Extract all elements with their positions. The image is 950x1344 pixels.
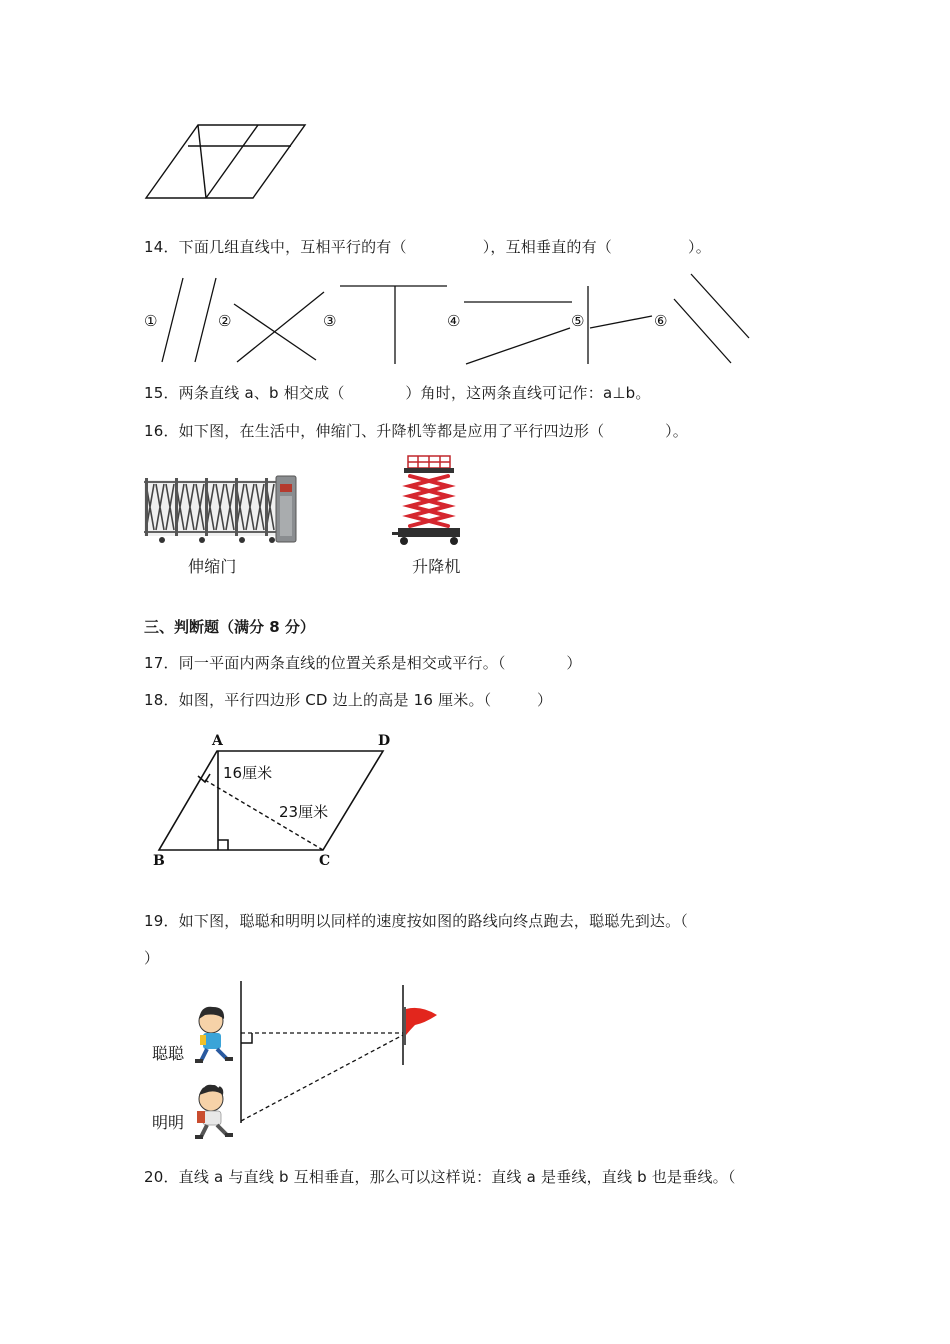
diagonal-label: 23厘米 (279, 803, 329, 821)
boy-cong-icon (195, 1007, 233, 1063)
label-3: ③ (323, 312, 337, 330)
group4-slanted (466, 328, 570, 364)
question-17: 17．同一平面内两条直线的位置关系是相交或平行。（ ） (144, 654, 582, 672)
caption-lift: 升降机 (412, 557, 461, 576)
parallelogram-abcd-figure (145, 728, 400, 873)
group1-line-a (162, 278, 183, 362)
name-ming: 明明 (152, 1113, 185, 1132)
question-14: 14．下面几组直线中，互相平行的有（ ），互相垂直的有（ ）。 (144, 238, 711, 256)
question-19-line2: ） (144, 949, 160, 967)
section-3-title: 三、判断题（满分 8 分） (144, 618, 315, 636)
boy-ming-icon (195, 1083, 233, 1139)
label-4: ④ (447, 312, 461, 330)
label-2: ② (218, 312, 232, 330)
question-15: 15．两条直线 a、b 相交成（ ）角时，这两条直线可记作：a⊥b。 (144, 384, 651, 402)
right-angle-bottom (218, 840, 228, 850)
label-1: ① (144, 312, 158, 330)
inner-vertical-line (198, 125, 206, 198)
retractable-gate-image (142, 474, 300, 549)
running-route-figure (145, 975, 445, 1155)
parallelogram-figure-top (140, 120, 315, 205)
group1-line-b (195, 278, 216, 362)
point-a: A (212, 733, 223, 749)
group2-line-b (237, 292, 324, 362)
point-b: B (153, 853, 165, 869)
route-ming (241, 1035, 403, 1121)
label-5: ⑤ (571, 312, 585, 330)
name-cong: 聪聪 (152, 1044, 185, 1063)
question-19-line1: 19．如下图，聪聪和明明以同样的速度按如图的路线向终点跑去，聪聪先到达。（ (144, 912, 688, 930)
point-d: D (378, 733, 391, 749)
caption-gate: 伸缩门 (188, 557, 237, 576)
group5-slanted (590, 316, 652, 328)
right-angle-mark (241, 1033, 252, 1043)
point-c: C (319, 853, 331, 869)
height-label: 16厘米 (223, 764, 273, 782)
label-6: ⑥ (654, 312, 668, 330)
line-groups-figure (140, 268, 755, 370)
inner-slant-line (206, 125, 258, 198)
question-16: 16．如下图，在生活中，伸缩门、升降机等都是应用了平行四边形（ ）。 (144, 422, 688, 440)
flag-icon (405, 1007, 437, 1045)
question-18: 18．如图，平行四边形 CD 边上的高是 16 厘米。（ ） (144, 691, 553, 709)
question-20: 20．直线 a 与直线 b 互相垂直，那么可以这样说：直线 a 是垂线，直线 b 也是垂线。（ (144, 1168, 736, 1186)
scissor-lift-image (388, 452, 468, 548)
parallelogram-outline (146, 125, 305, 198)
